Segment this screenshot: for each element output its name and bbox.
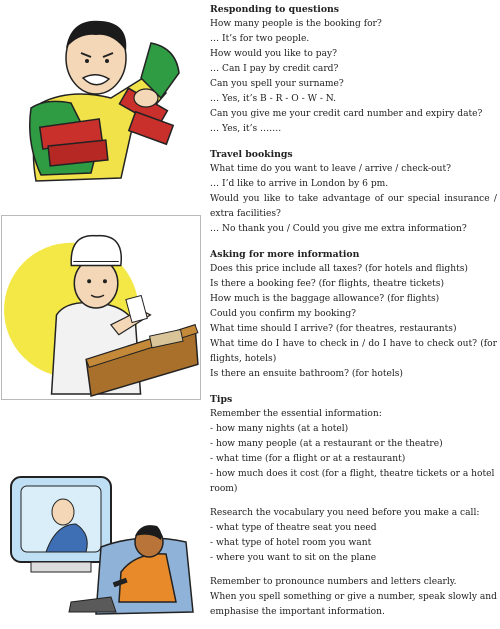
tips-research: Research the vocabulary you need before you make a call:: [210, 508, 480, 518]
man-watching-tv-illustration: [1, 462, 201, 622]
responding-line: … It’s for two people.: [210, 34, 310, 44]
asking-line: Is there an ensuite bathroom? (for hotels): [210, 369, 403, 379]
travel-line: … I’d like to arrive in London by 6 pm.: [210, 179, 389, 189]
tips-vocab-item: - what type of theatre seat you need: [210, 523, 377, 533]
responding-line: Can you spell your surname?: [210, 79, 344, 89]
heading-travel: Travel bookings: [210, 149, 293, 160]
heading-asking: Asking for more information: [210, 249, 360, 260]
tips-spell: When you spell something or give a number, speak slowly and emphasise the important information.: [210, 592, 497, 617]
tips-pronounce: Remember to pronounce numbers and letters clearly.: [210, 577, 457, 587]
heading-tips: Tips: [210, 394, 233, 405]
responding-line: How many people is the booking for?: [210, 19, 382, 29]
section-travel: [210, 147, 497, 237]
man-with-books-illustration: [1, 3, 201, 188]
tips-intro: Remember the essential information:: [210, 409, 382, 419]
section-responding: [210, 2, 497, 137]
text-column: [210, 2, 497, 620]
section-tips: [210, 392, 497, 620]
responding-line: … Yes, it’s B - R - O - W - N.: [210, 94, 337, 104]
tips-vocab-item: - what type of hotel room you want: [210, 538, 372, 548]
asking-line: Is there a booking fee? (for flights, theatre tickets): [210, 279, 445, 289]
tips-essential-item: - how much does it cost (for a flight, theatre tickets or a hotel room): [210, 469, 495, 494]
chef-at-counter-illustration: [1, 215, 201, 400]
asking-line: What time should I arrive? (for theatres, restaurants): [210, 324, 457, 334]
tips-essential-item: - how many people (at a restaurant or the theatre): [210, 439, 443, 449]
responding-line: … Can I pay by credit card?: [210, 64, 339, 74]
asking-line: How much is the baggage allowance? (for flights): [210, 294, 440, 304]
responding-line: Can you give me your credit card number and expiry date?: [210, 109, 483, 119]
responding-line: … Yes, it’s …….: [210, 124, 282, 134]
tips-essential-item: - what time (for a flight or at a restaurant): [210, 454, 406, 464]
asking-line: What time do I have to check in / do I have to check out? (for flights, hotels): [210, 339, 497, 364]
asking-line: Does this price include all taxes? (for hotels and flights): [210, 264, 468, 274]
tips-essential-item: - how many nights (at a hotel): [210, 424, 349, 434]
asking-line: Could you confirm my booking?: [210, 309, 357, 319]
responding-line: How would you like to pay?: [210, 49, 338, 59]
tips-vocab-item: - where you want to sit on the plane: [210, 553, 377, 563]
section-asking: [210, 247, 497, 382]
travel-line: What time do you want to leave / arrive / check-out?: [210, 164, 451, 174]
travel-line: Would you like to take advantage of our special insurance / extra facilities?: [210, 194, 497, 219]
heading-responding: Responding to questions: [210, 4, 340, 15]
travel-line: … No thank you / Could you give me extra information?: [210, 224, 467, 234]
